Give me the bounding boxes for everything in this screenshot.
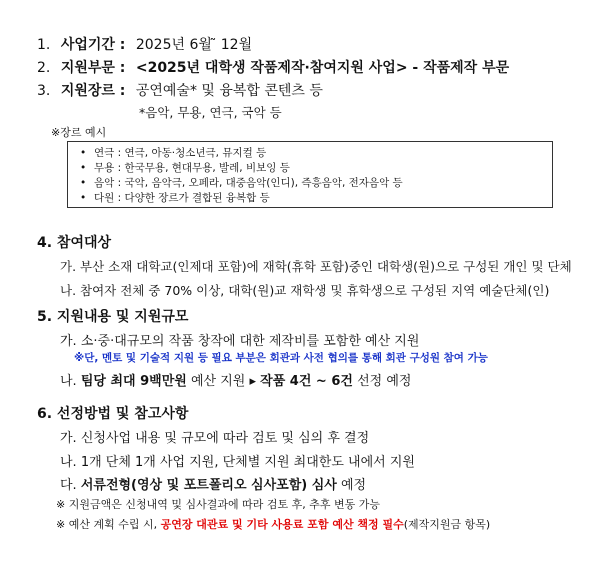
example-text: 연극 : 연극, 아동·청소년극, 뮤지컬 등 bbox=[94, 147, 267, 159]
section-5-title: 5. 지원내용 및 지원규모 bbox=[37, 309, 189, 325]
screening-text: 서류전형(영상 및 포트폴리오 심사포함) 심사 bbox=[80, 478, 337, 493]
section-4-line-a: 가. 부산 소재 대학교(인제대 포함)에 재학(휴학 포함)중인 대학생(원)으로 구성된 개인 및 단체 bbox=[60, 259, 572, 274]
required-budget-text: 공연장 대관료 및 기타 사용료 포함 예산 책정 필수 bbox=[160, 518, 404, 531]
bullet-icon: • bbox=[80, 177, 87, 189]
period-value: 2025년 6월 ̃ 12월 bbox=[135, 37, 253, 53]
period-row bbox=[37, 34, 252, 54]
period-label: 사업기간 : bbox=[60, 37, 126, 53]
period-number: 1. bbox=[37, 37, 51, 53]
line-suffix: 예정 bbox=[336, 478, 367, 493]
section-4-line-b: 나. 참여자 전체 중 70% 이상, 대학(원)교 재학생 및 휴학생으로 구성된 지역 예술단체(인) bbox=[60, 283, 550, 298]
genre-value: 공연예술* 및 융복합 콘텐츠 등 bbox=[135, 83, 323, 99]
example-item-dance bbox=[80, 160, 290, 175]
section-5-note: ※단, 멘토 및 기술적 지원 등 필요 부분은 회관과 사전 협의를 통해 회관 구성원 참여 가능 bbox=[74, 352, 488, 364]
section-6-line-b: 나. 1개 단체 1개 사업 지원, 단체별 지원 최대한도 내에서 지원 bbox=[60, 455, 415, 470]
section-6-line-a: 가. 신청사업 내용 및 규모에 따라 검토 및 심의 후 결정 bbox=[60, 431, 370, 446]
example-text: 다원 : 다양한 장르가 결합된 융복합 등 bbox=[94, 192, 270, 204]
line-suffix: 선정 예정 bbox=[352, 374, 412, 389]
selection-count-text: 작품 4건 ~ 6건 bbox=[260, 374, 353, 389]
section-6-note-1: ※ 지원금액은 신청내역 및 심사결과에 따라 검토 후, 추후 변동 가능 bbox=[56, 498, 380, 511]
section-4-title: 4. 참여대상 bbox=[37, 235, 112, 251]
support-category-label: 지원부문 : bbox=[60, 60, 126, 76]
section-6-line-c bbox=[60, 474, 366, 493]
example-text: 음악 : 국악, 음악극, 오페라, 대중음악(인디), 즉흥음악, 전자음악 등 bbox=[94, 177, 403, 189]
example-item-music bbox=[80, 175, 403, 190]
section-5-line-b bbox=[60, 370, 411, 389]
section-6-note-2 bbox=[56, 516, 490, 532]
line-prefix: 다. bbox=[60, 478, 81, 493]
bullet-icon: • bbox=[80, 192, 87, 204]
genre-note: *음악, 무용, 연극, 국악 등 bbox=[139, 105, 282, 120]
support-category-value: <2025년 대학생 작품제작·참여지원 사업> - 작품제작 부문 bbox=[135, 60, 510, 76]
example-item-theater bbox=[80, 145, 266, 160]
support-category-number: 2. bbox=[37, 60, 51, 76]
line-mid: 예산 지원 ▸ bbox=[186, 374, 261, 389]
example-item-multi bbox=[80, 190, 270, 205]
max-budget-text: 팀당 최대 9백만원 bbox=[80, 374, 187, 389]
example-title: ※장르 예시 bbox=[51, 126, 107, 139]
genre-row bbox=[37, 80, 323, 100]
section-6-title: 6. 선정방법 및 참고사항 bbox=[37, 406, 189, 422]
section-5-line-a: 가. 소·중·대규모의 작품 창작에 대한 제작비를 포함한 예산 지원 bbox=[60, 334, 420, 349]
bullet-icon: • bbox=[80, 162, 87, 174]
example-text: 무용 : 한국무용, 현대무용, 발레, 비보잉 등 bbox=[94, 162, 290, 174]
support-category-row bbox=[37, 57, 509, 77]
bullet-icon: • bbox=[80, 147, 87, 159]
genre-example-box bbox=[67, 141, 553, 208]
line-prefix: 나. bbox=[60, 374, 81, 389]
genre-label: 지원장르 : bbox=[60, 83, 126, 99]
genre-number: 3. bbox=[37, 83, 51, 99]
note-suffix: (제작지원금 항목) bbox=[403, 518, 491, 531]
note-prefix: ※ 예산 계획 수립 시, bbox=[56, 518, 161, 531]
